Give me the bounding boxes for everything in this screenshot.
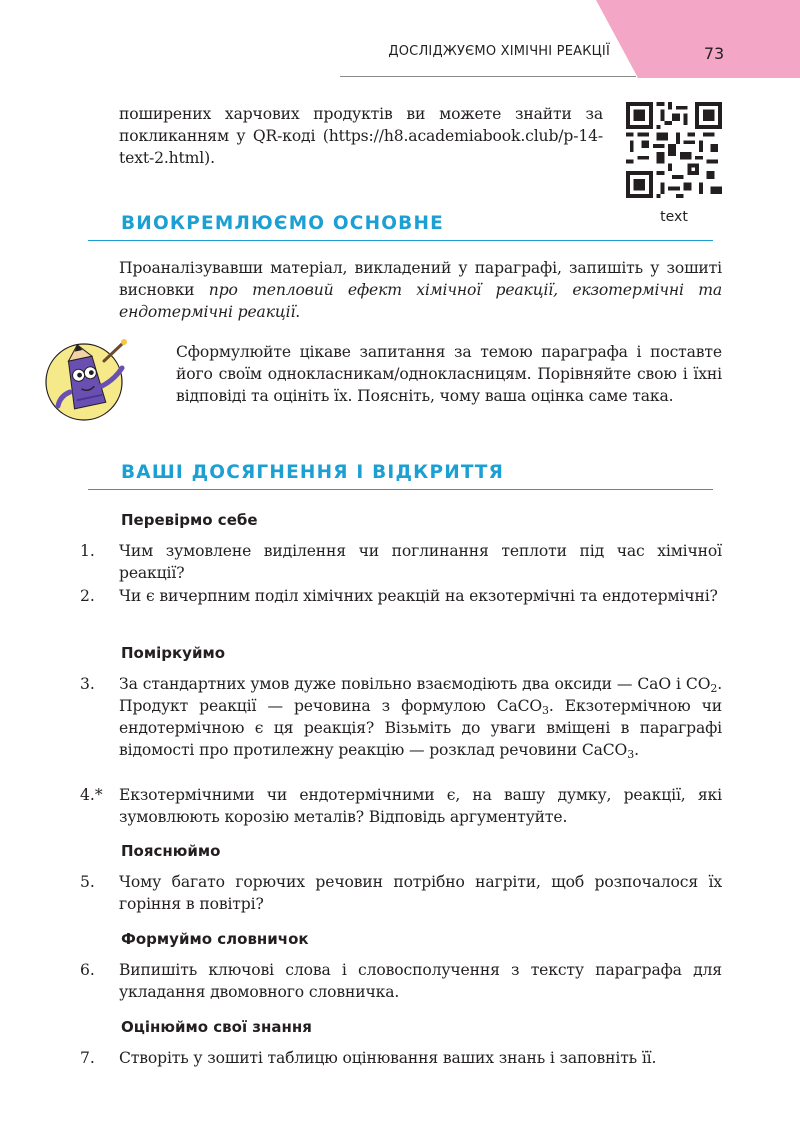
qr-code-icon[interactable]: [626, 102, 722, 198]
summary-text: Проаналізувавши матеріал, викладений у параграфі, запишіть у зошиті висновки: [119, 259, 722, 299]
summary-end: .: [295, 303, 301, 321]
question-text: [119, 673, 722, 761]
qr-caption: text: [660, 209, 688, 225]
discussion-task-paragraph: Сформулюйте цікаве запитання за темою параграфа і поставте його своїм однокласникам/однокласницям. Порівняйте свою і їхні відповіді та оцініть їх. Поясніть, чому ваша оцінка саме така.: [176, 343, 722, 405]
subscript: 2: [710, 682, 718, 695]
subsection-heading-check-yourself: Перевірмо себе: [121, 511, 258, 529]
subscript: 3: [627, 748, 635, 761]
question-text-part: . Продукт реакції — речовина з формулою CaCO: [119, 675, 722, 715]
question-text: Екзотермічними чи ендотермічними є, на вашу думку, реакції, які зумовлюють корозію металів? Відповідь аргументуйте.: [119, 786, 722, 826]
question-number: 5.: [80, 873, 95, 891]
section-title-achievements: ВАШІ ДОСЯГНЕННЯ І ВІДКРИТТЯ: [121, 462, 505, 483]
section-rule: [88, 489, 713, 490]
question-text-part: . Екзотермічною чи ендотермічною є ця реакція? Візьміть до уваги вміщені в параграфі відомості про протилежну реакцію — розклад речовини CaCO: [119, 697, 722, 759]
header-rule: [340, 76, 636, 77]
section-title-main-points: ВИОКРЕМЛЮЄМО ОСНОВНЕ: [121, 213, 445, 234]
page-corner-tab: [596, 0, 800, 78]
subscript: 3: [542, 704, 549, 717]
question-number: 2.: [80, 587, 95, 605]
summary-italic-text: про тепловий ефект хімічної реакції, екзотермічні та ендотермічні реакції: [119, 281, 722, 321]
question-number: 6.: [80, 961, 95, 979]
question-number: 3.: [80, 675, 95, 693]
question-text: Випишіть ключові слова і словосполучення з тексту параграфа для укладання двомовного словничка.: [119, 961, 722, 1001]
subsection-heading-think: Поміркуймо: [121, 644, 226, 662]
question-text: Створіть у зошиті таблицю оцінювання ваших знань і заповніть її.: [119, 1049, 657, 1067]
question-text: Чому багато горючих речовин потрібно нагріти, щоб розпочалося їх горіння в повітрі?: [119, 873, 722, 913]
page-number: 73: [703, 44, 725, 63]
question-number: 4.*: [80, 786, 103, 804]
subsection-heading-self-assessment: Оцінюймо свої знання: [121, 1018, 312, 1036]
subsection-heading-glossary: Формуймо словничок: [121, 930, 309, 948]
question-text: Чим зумовлене виділення чи поглинання теплоти під час хімічної реакції?: [119, 542, 722, 582]
subsection-heading-explain: Пояснюймо: [121, 842, 221, 860]
question-number: 1.: [80, 542, 95, 560]
running-head: ДОСЛІДЖУЄМО ХІМІЧНІ РЕАКЦІЇ: [388, 44, 610, 59]
question-number: 7.: [80, 1049, 95, 1067]
pencil-teacher-icon: [44, 336, 154, 426]
question-text-part: За стандартних умов дуже повільно взаємодіють два оксиди — CaO і CO: [119, 675, 711, 693]
question-text-part: .: [634, 741, 639, 759]
summary-paragraph: [119, 257, 722, 323]
intro-paragraph: поширених харчових продуктів ви можете знайти за покликанням у QR-коді (https://h8.academiabook.club/p-14-text-2.html).: [119, 105, 603, 167]
question-text: Чи є вичерпним поділ хімічних реакцій на екзотермічні та ендотермічні?: [119, 587, 718, 605]
section-rule: [88, 240, 713, 241]
